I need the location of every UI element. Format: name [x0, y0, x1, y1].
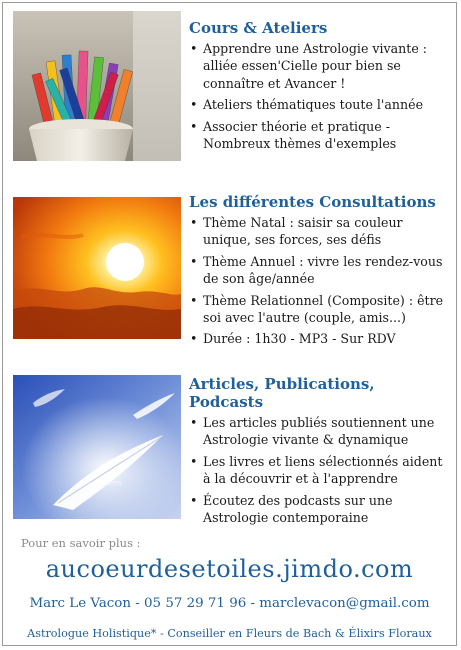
- list-item: • Thème Relationnel (Composite) : être soi avec l'autre (couple, amis...): [189, 292, 450, 327]
- list-item: • Durée : 1h30 - MP3 - Sur RDV: [189, 330, 450, 347]
- contact-line: Marc Le Vacon - 05 57 29 71 96 - marclevacon@gmail.com: [29, 596, 430, 611]
- colored-pencils-photo: [13, 11, 181, 161]
- consultations-text: [189, 193, 450, 352]
- list-item: • Écoutez des podcasts sur une Astrologie contemporaine: [189, 492, 450, 527]
- tagline: Astrologue Holistique* - Conseiller en Fleurs de Bach & Élixirs Floraux: [27, 627, 432, 640]
- courses-list: [189, 40, 450, 152]
- sunset-photo: [13, 197, 181, 339]
- flyer-card: [2, 2, 457, 646]
- list-item: • Les livres et liens sélectionnés aident à la découvrir et à l'apprendre: [189, 453, 450, 488]
- consultations-heading: Les différentes Consultations: [189, 193, 436, 211]
- list-item: • Thème Natal : saisir sa couleur unique, ses forces, ses défis: [189, 214, 450, 249]
- website-link[interactable]: aucoeurdesetoiles.jimdo.com: [45, 555, 414, 583]
- feathers-photo: [13, 375, 181, 519]
- photo-watermark: Heures: [97, 479, 122, 487]
- more-info-label: Pour en savoir plus :: [21, 536, 141, 550]
- courses-heading: Cours & Ateliers: [189, 19, 328, 37]
- consultations-list: [189, 214, 450, 348]
- list-item: • Apprendre une Astrologie vivante : alliée essen'Cielle pour bien se connaître et Avancer !: [189, 40, 450, 92]
- articles-heading: Articles, Publications, Podcasts: [189, 375, 375, 411]
- list-item: • Thème Annuel : vivre les rendez-vous de son âge/année: [189, 253, 450, 288]
- list-item: • Associer théorie et pratique - Nombreux thèmes d'exemples: [189, 118, 450, 153]
- list-item: • Les articles publiés soutiennent une Astrologie vivante & dynamique: [189, 414, 450, 449]
- list-item: • Ateliers thématiques toute l'année: [189, 96, 450, 113]
- articles-list: [189, 414, 450, 526]
- articles-text: [189, 375, 450, 530]
- courses-text: [189, 19, 450, 156]
